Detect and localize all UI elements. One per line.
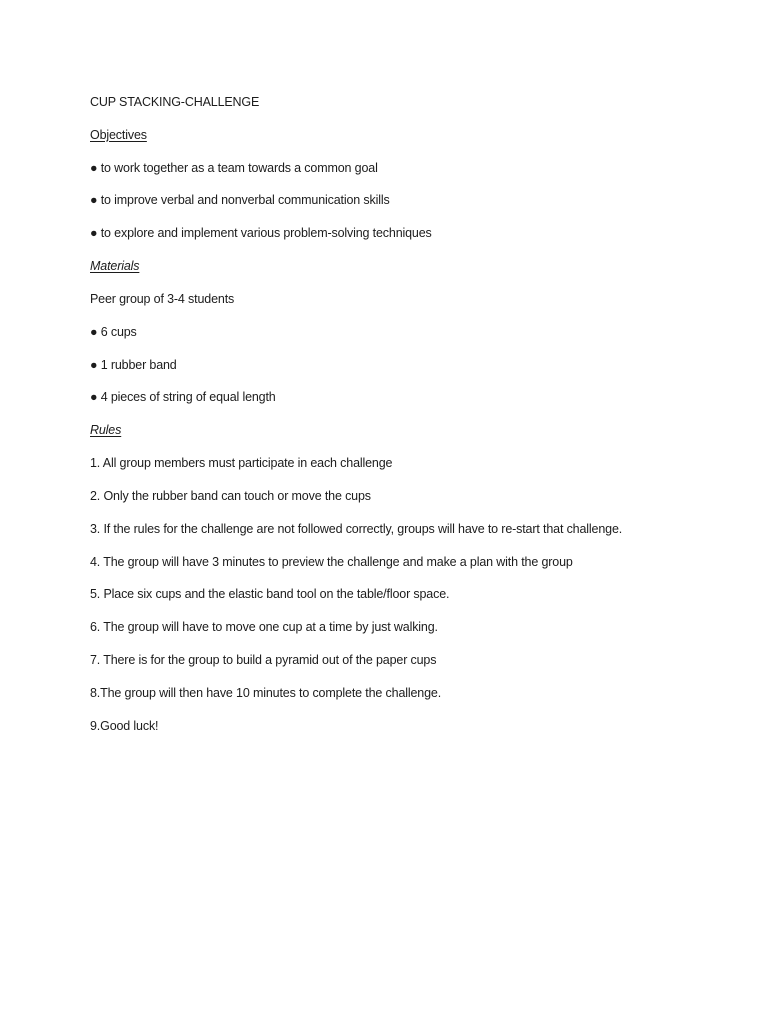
rules-section bbox=[90, 414, 728, 742]
objective-item: ● to work together as a team towards a common goal bbox=[90, 160, 378, 175]
objective-item: ● to improve verbal and nonverbal communication skills bbox=[90, 193, 390, 208]
material-item: ● 6 cups bbox=[90, 324, 137, 339]
document-title: CUP STACKING-CHALLENGE bbox=[90, 95, 260, 109]
materials-section bbox=[90, 250, 728, 414]
rule-item: 2. Only the rubber band can touch or move the cups bbox=[90, 488, 371, 503]
rule-item: 3. If the rules for the challenge are not followed correctly, groups will have to re-start that challenge. bbox=[90, 521, 623, 536]
objectives-section bbox=[90, 119, 728, 250]
rule-item: 4. The group will have 3 minutes to preview the challenge and make a plan with the group bbox=[90, 554, 573, 569]
rule-item: 5. Place six cups and the elastic band tool on the table/floor space. bbox=[90, 587, 450, 602]
materials-heading: Materials bbox=[90, 259, 140, 274]
objectives-heading: Objectives bbox=[90, 127, 147, 142]
rule-item: 8.The group will then have 10 minutes to complete the challenge. bbox=[90, 685, 442, 700]
material-item: ● 4 pieces of string of equal length bbox=[90, 390, 276, 405]
rule-item: 7. There is for the group to build a pyramid out of the paper cups bbox=[90, 653, 437, 668]
rule-item: 1. All group members must participate in each challenge bbox=[90, 456, 393, 471]
rules-heading: Rules bbox=[90, 423, 122, 438]
materials-intro: Peer group of 3-4 students bbox=[90, 291, 235, 306]
objective-item: ● to explore and implement various problem-solving techniques bbox=[90, 226, 432, 241]
rule-item: 6. The group will have to move one cup at a time by just walking. bbox=[90, 620, 438, 635]
material-item: ● 1 rubber band bbox=[90, 357, 177, 372]
rule-item: 9.Good luck! bbox=[90, 718, 159, 733]
